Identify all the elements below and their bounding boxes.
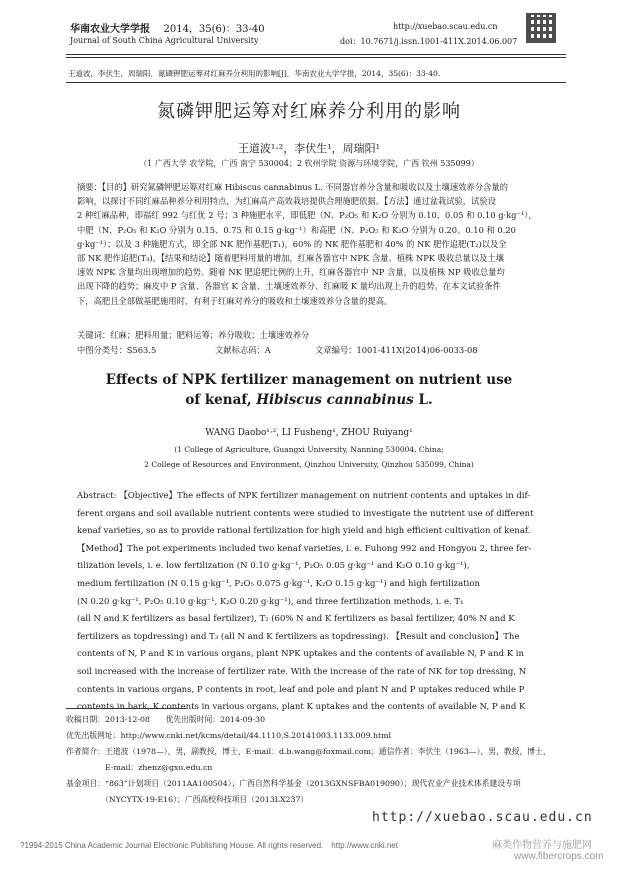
abstract-en-line: (N 0.20 g·kg⁻¹, P₂O₅ 0.10 g·kg⁻¹, K₂O 0.20 g·kg⁻¹), and three fertilization methods, i. e. T₁	[77, 596, 464, 607]
footnote-funding-cont: （NYCYTX-19-E16）；广西高校科技项目（2013LX237）	[66, 795, 309, 804]
header-rule	[66, 54, 566, 55]
abstract-cn-line: 速效 NPK 含量均出现增加的趋势。随着 NK 肥追肥比例的上升，红麻各器官中 NP 含量，以及植株 NP 吸收总量均	[77, 267, 505, 278]
footnote-rule	[66, 708, 186, 709]
abstract-en-line: medium fertilization (N 0.15 g·kg⁻¹, P₂O₅ 0.075 g·kg⁻¹, K₂O 0.15 g·kg⁻¹) and high fertilization	[77, 578, 480, 589]
watermark-url[interactable]: http://xuebao.scau.edu.cn	[372, 810, 593, 825]
abstract-en-line: ferent organs and soil available nutrient contents were studied to investigate the nutrient use of different	[77, 508, 534, 519]
clc-number: 中图分类号：S563.5	[77, 345, 157, 355]
footnote-received: 收稿日期：2013-12-08 优先出版时间：2014-09-30	[66, 715, 266, 724]
journal-title-cn: 华南农业大学学报	[70, 24, 150, 35]
copyright-footer: ?1994-2015 China Academic Journal Electronic Publishing House. All rights reserved. http://www.cnki.net	[20, 841, 398, 850]
abstract-en-line: fertilizers as topdressing) and T₃ (all N and K fertilizers as topdressing). 【Result and conclusion】The	[77, 631, 520, 642]
paper-title-en-line1: Effects of NPK fertilizer management on nutrient use	[105, 372, 513, 388]
abstract-en-line: contents of N, P and K in various organs, plant NPK uptakes and the contents of available N, P and K in	[77, 649, 524, 660]
paper-title-cn: 氮磷钾肥运筹对红麻养分利用的影响	[157, 101, 461, 122]
paper-title-en-line2	[0, 392, 618, 408]
abstract-cn	[77, 180, 543, 308]
abstract-en-line: tilization levels, i. e. low fertilization (N 0.10 g·kg⁻¹, P₂O₅ 0.05 g·kg⁻¹ and K₂O 0.10 g·kg⁻¹),	[77, 561, 470, 572]
journal-name-cn	[70, 20, 265, 35]
authors-cn: 王道波¹·²，李伏生¹，周瑞阳¹	[237, 142, 381, 155]
title-en-prefix: of kenaf,	[185, 392, 252, 408]
abstract-en	[77, 488, 543, 717]
abstract-cn-line: 2 种红麻品种，即福红 992 与红优 2 号；3 种施肥水平，即低肥（N、P₂O₅ 和 K₂O 分别为 0.10、0.05 和 0.10 g·kg⁻¹），	[77, 210, 537, 221]
citation-line: 王道波，李伏生，周瑞阳．氮磷钾肥运筹对红麻养分利用的影响[J]．华南农业大学学报，2014，35(6)：33-40.	[68, 69, 441, 78]
watermark-site-url[interactable]: www.fibercrops.com	[514, 851, 604, 862]
footnote-email[interactable]: E-mail：zhenz@gxu.edu.cn	[66, 763, 213, 772]
abstract-en-line: kenaf varieties, so as to provide rational fertilization for high yield and high efficient cultivation of kenaf.	[77, 526, 531, 537]
footnote-authors: 作者简介：王道波（1978—），男，副教授，博士，E-mail：d.b.wang@foxmail.com；通信作者：李伏生（1963—），男，教授，博士，	[66, 747, 551, 756]
abstract-cn-line: 下，高肥且全部做基肥施用时，有利于红麻对养分的吸收和土壤速效养分含量的提高。	[77, 295, 393, 306]
keywords-cn: 关键词：红麻；肥料用量；肥料运筹；养分吸收；土壤速效养分	[77, 330, 310, 340]
abstract-cn-line: 出现下降的趋势；麻皮中 P 含量、各器官 K 含量、土壤速效养分、红麻吸 K 量均出现上升的趋势。在本文试验条件	[77, 281, 501, 292]
abstract-cn-line: 摘要：【目的】研究氮磷钾肥运筹对红麻 Hibiscus cannabinus L. 不同器官养分含量和吸收以及土壤速效养分含量的	[77, 182, 508, 192]
doi: doi：10.7671/j.issn.1001-411X.2014.06.007	[340, 37, 518, 46]
document-code: 文献标志码：A	[215, 345, 271, 355]
abstract-cn-line: g·kg⁻¹）；以及 3 种施肥方式，即全部 NK 肥作基肥(T₁)，60% 的 NK 肥作基肥和 40% 的 NK 肥作追肥(T₂)以及全	[77, 238, 507, 249]
header-rule-thin	[66, 57, 566, 58]
title-en-species: Hibiscus cannabinus	[256, 392, 414, 408]
qr-code-icon	[526, 13, 556, 43]
watermark-site-name: 麻类作物营养与施肥网	[492, 840, 592, 851]
volume-issue: 2014，35(6)：33-40	[163, 24, 265, 35]
affiliation-en-2: 2 College of Resources and Environment, Qinzhou University, Qinzhou 535099, China)	[144, 460, 474, 469]
abstract-en-line: contents in various organs, P contents in root, leaf and pole and plant N and P uptakes reduced while P	[77, 684, 525, 695]
abstract-cn-line: 中肥（N、P₂O₅ 和 K₂O 分别为 0.15、0.75 和 0.15 g·kg⁻¹）和高肥（N、P₂O₅ 和 K₂O 分别为 0.20、0.10 和 0.20	[77, 224, 516, 235]
article-number: 文章编号：1001-411X(2014)06-0033-08	[315, 345, 478, 355]
abstract-cn-line: 影响，以探讨不同红麻品种养分利用特点，为红麻高产高效栽培提供合理施肥依据。【方法】通过盆栽试验，试验设	[77, 196, 496, 207]
authors-en: WANG Daobo¹·², LI Fusheng¹, ZHOU Ruiyang¹	[205, 428, 413, 438]
abstract-en-line: 【Method】The pot experiments included two kenaf varieties, i. e. Fuhong 992 and Hongyou 2, three fer-	[77, 543, 532, 554]
title-en-suffix: L.	[418, 392, 433, 408]
journal-website[interactable]: http://xuebao.scau.edu.cn	[393, 22, 498, 31]
footnote-url[interactable]: 优先出版网址：http://www.cnki.net/kcms/detail/44.1110.S.20141003.1133.009.html	[66, 731, 392, 740]
footnote-funding: 基金项目：“863”计划项目（2011AA100504）；广西自然科学基金（2013GXNSFBA019090）；现代农业产业技术体系建设专项	[66, 779, 521, 788]
abstract-en-line: Abstract: 【Objective】The effects of NPK fertilizer management on nutrient contents and uptakes in dif-	[77, 491, 531, 501]
abstract-cn-line: 部 NK 肥作追肥(T₃)。【结果和结论】随着肥料用量的增加，红麻各器官中 NPK 含量、植株 NPK 吸收总量以及土壤	[77, 253, 505, 264]
journal-name-en: Journal of South China Agricultural University	[70, 36, 259, 45]
abstract-en-line: contents in bark, K contents in various organs, plant K uptakes and the contents of available N, P and K	[77, 702, 526, 713]
abstract-en-line: soil increased with the increase of fertilizer rate. With the increase of the rate of NK for top dressing, N	[77, 666, 527, 677]
affiliation-en-1: (1 College of Agriculture, Guangxi University, Nanning 530004, China;	[174, 445, 444, 454]
abstract-en-line: (all N and K fertilizers as basal fertilizer), T₂ (60% N and K fertilizers as basal fertilizer, 40% N and K	[77, 614, 515, 625]
citation-rule	[66, 82, 566, 83]
affiliations-cn: （1 广西大学 农学院，广西 南宁 530004；2 钦州学院 资源与环境学院，广西 钦州 535099）	[139, 159, 479, 168]
